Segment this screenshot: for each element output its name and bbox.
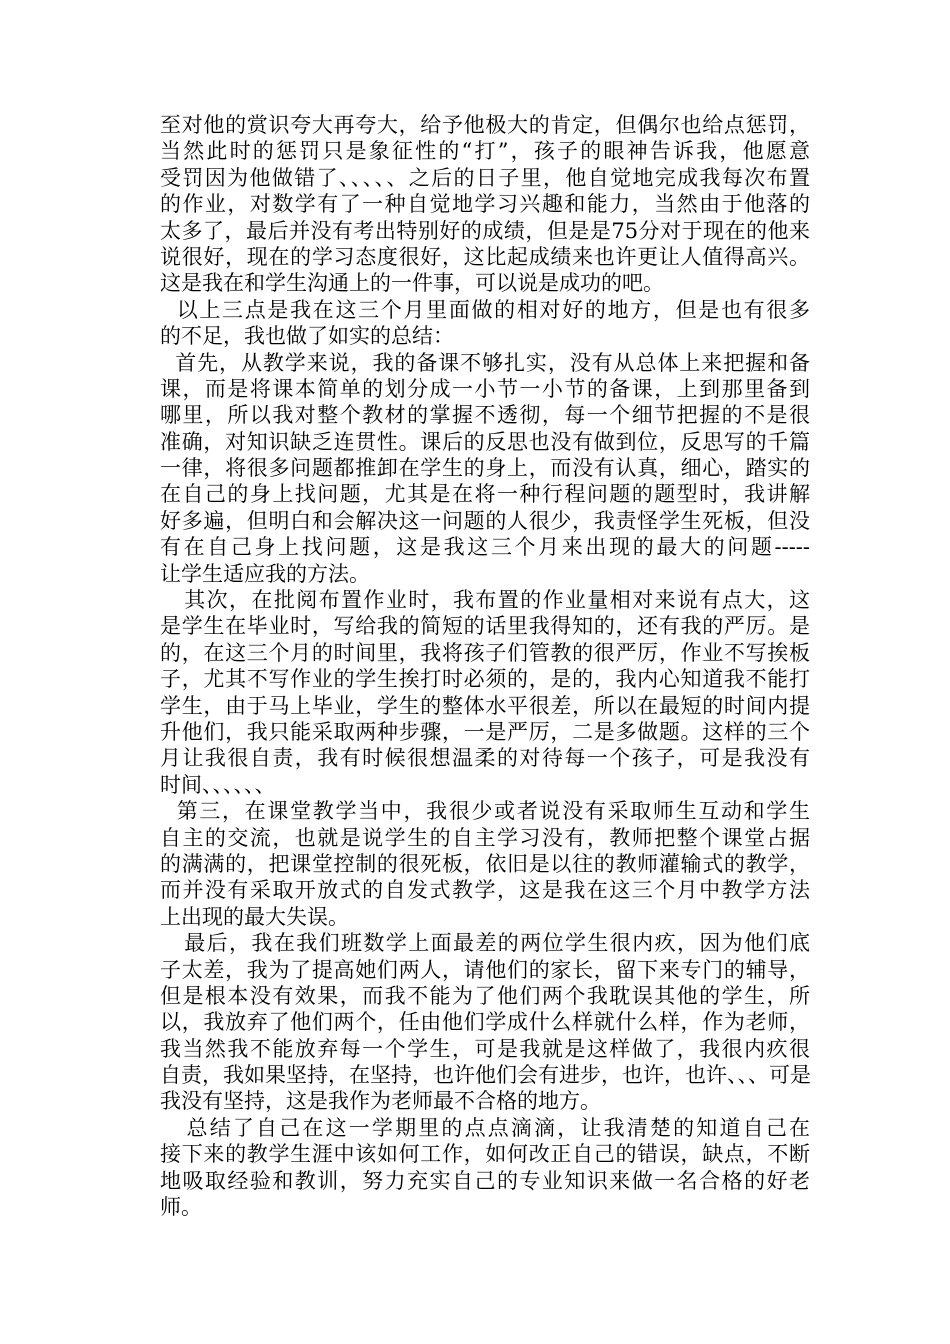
text-line: 时间、、、、、、 [160, 772, 276, 797]
text-line: 准确，对知识缺乏连贯性。课后的反思也没有做到位，反思写的千篇 [160, 429, 810, 454]
text-line: 是学生在毕业时，写给我的简短的话里我得知的，还有我的严厉。是 [160, 614, 810, 639]
text-line: 在自己的身上找问题，尤其是在将一种行程问题的题型时，我讲解 [160, 482, 810, 507]
document-body [160, 112, 810, 1220]
text-line: 地吸取经验和教训，努力充实自己的专业知识来做一名合格的好老 [160, 1168, 810, 1193]
text-line: 师。 [160, 1195, 202, 1220]
text-line: 总结了自己在这一学期里的点点滴滴，让我清楚的知道自己在 [160, 1115, 810, 1140]
text-line: 让学生适应我的方法。 [160, 561, 370, 586]
text-line: 自责，我如果坚持，在坚持，也许他们会有进步，也许，也许、、、可是 [160, 1063, 811, 1088]
text-line: 至对他的赏识夸大再夸大，给予他极大的肯定，但偶尔也给点惩罚， [160, 113, 810, 137]
text-line: 上出现的最大失误。 [160, 904, 349, 929]
text-line: 月让我很自责，我有时候很想温柔的对待每一个孩子，可是我没有 [160, 746, 810, 771]
text-line: 我当然我不能放弃每一个学生，可是我就是这样做了，我很内疚很 [160, 1036, 810, 1061]
text-line: 说很好，现在的学习态度很好，这比起成绩来也许更让人值得高兴。 [160, 244, 810, 269]
text-line: 第三，在课堂教学当中，我很少或者说没有采取师生互动和学生 [160, 799, 810, 824]
text-line: 受罚因为他做错了、、、、、之后的日子里，他自觉地完成我每次布置 [160, 165, 810, 190]
text-line: 最后，我在我们班数学上面最差的两位学生很内疚，因为他们底 [160, 931, 810, 956]
text-line: 好多遍，但明白和会解决这一问题的人很少，我责怪学生死板，但没 [160, 508, 810, 533]
text-line: 但是根本没有效果，而我不能为了他们两个我耽误其他的学生，所 [160, 983, 810, 1008]
text-line: 接下来的教学生涯中该如何工作，如何改正自己的错误，缺点，不断 [160, 1142, 810, 1167]
text-line: 以上三点是我在这三个月里面做的相对好的地方，但是也有很多 [160, 297, 810, 322]
text-line: 有在自己身上找问题，这是我这三个月来出现的最大的问题----- [160, 535, 810, 560]
text-line: 其次，在批阅布置作业时，我布置的作业量相对来说有点大，这 [160, 588, 810, 613]
text-line: 升他们，我只能采取两种步骤，一是严厉，二是多做题。这样的三个 [160, 719, 810, 744]
text-line: 的不足，我也做了如实的总结： [160, 324, 454, 349]
text-line: 子，尤其不写作业的学生挨打时必须的，是的，我内心知道我不能打 [160, 667, 810, 692]
text-line: 这是我在和学生沟通上的一件事，可以说是成功的吧。 [160, 271, 664, 296]
text-line: 哪里，所以我对整个教材的掌握不透彻，每一个细节把握的不是很 [160, 403, 810, 428]
text-line: 一律，将很多问题都推卸在学生的身上，而没有认真，细心，踏实的 [160, 456, 810, 481]
text-line: 我没有坚持，这是我作为老师最不合格的地方。 [160, 1089, 601, 1114]
text-line: 的作业，对数学有了一种自觉地学习兴趣和能力，当然由于他落的 [160, 192, 810, 217]
text-line: 而并没有采取开放式的自发式教学，这是我在这三个月中教学方法 [160, 878, 810, 903]
text-line: 太多了，最后并没有考出特别好的成绩，但是是75分对于现在的他来 [160, 218, 810, 243]
text-line: 自主的交流，也就是说学生的自主学习没有，教师把整个课堂占据 [160, 825, 810, 850]
text-line: 首先，从教学来说，我的备课不够扎实，没有从总体上来把握和备 [160, 350, 810, 375]
text-line: 学生，由于马上毕业，学生的整体水平很差，所以在最短的时间内提 [160, 693, 810, 718]
text-line: 的，在这三个月的时间里，我将孩子们管教的很严厉，作业不写挨板 [160, 640, 810, 665]
text-line: 子太差，我为了提高她们两人，请他们的家长，留下来专门的辅导， [160, 957, 810, 982]
text-line: 以，我放弃了他们两个，任由他们学成什么样就什么样，作为老师， [160, 1010, 810, 1035]
text-line: 课，而是将课本简单的划分成一小节一小节的备课，上到那里备到 [160, 376, 810, 401]
text-line: 的满满的，把课堂控制的很死板，依旧是以往的教师灌输式的教学， [160, 851, 810, 876]
text-line: 当然此时的惩罚只是象征性的“打”，孩子的眼神告诉我，他愿意 [160, 139, 810, 164]
